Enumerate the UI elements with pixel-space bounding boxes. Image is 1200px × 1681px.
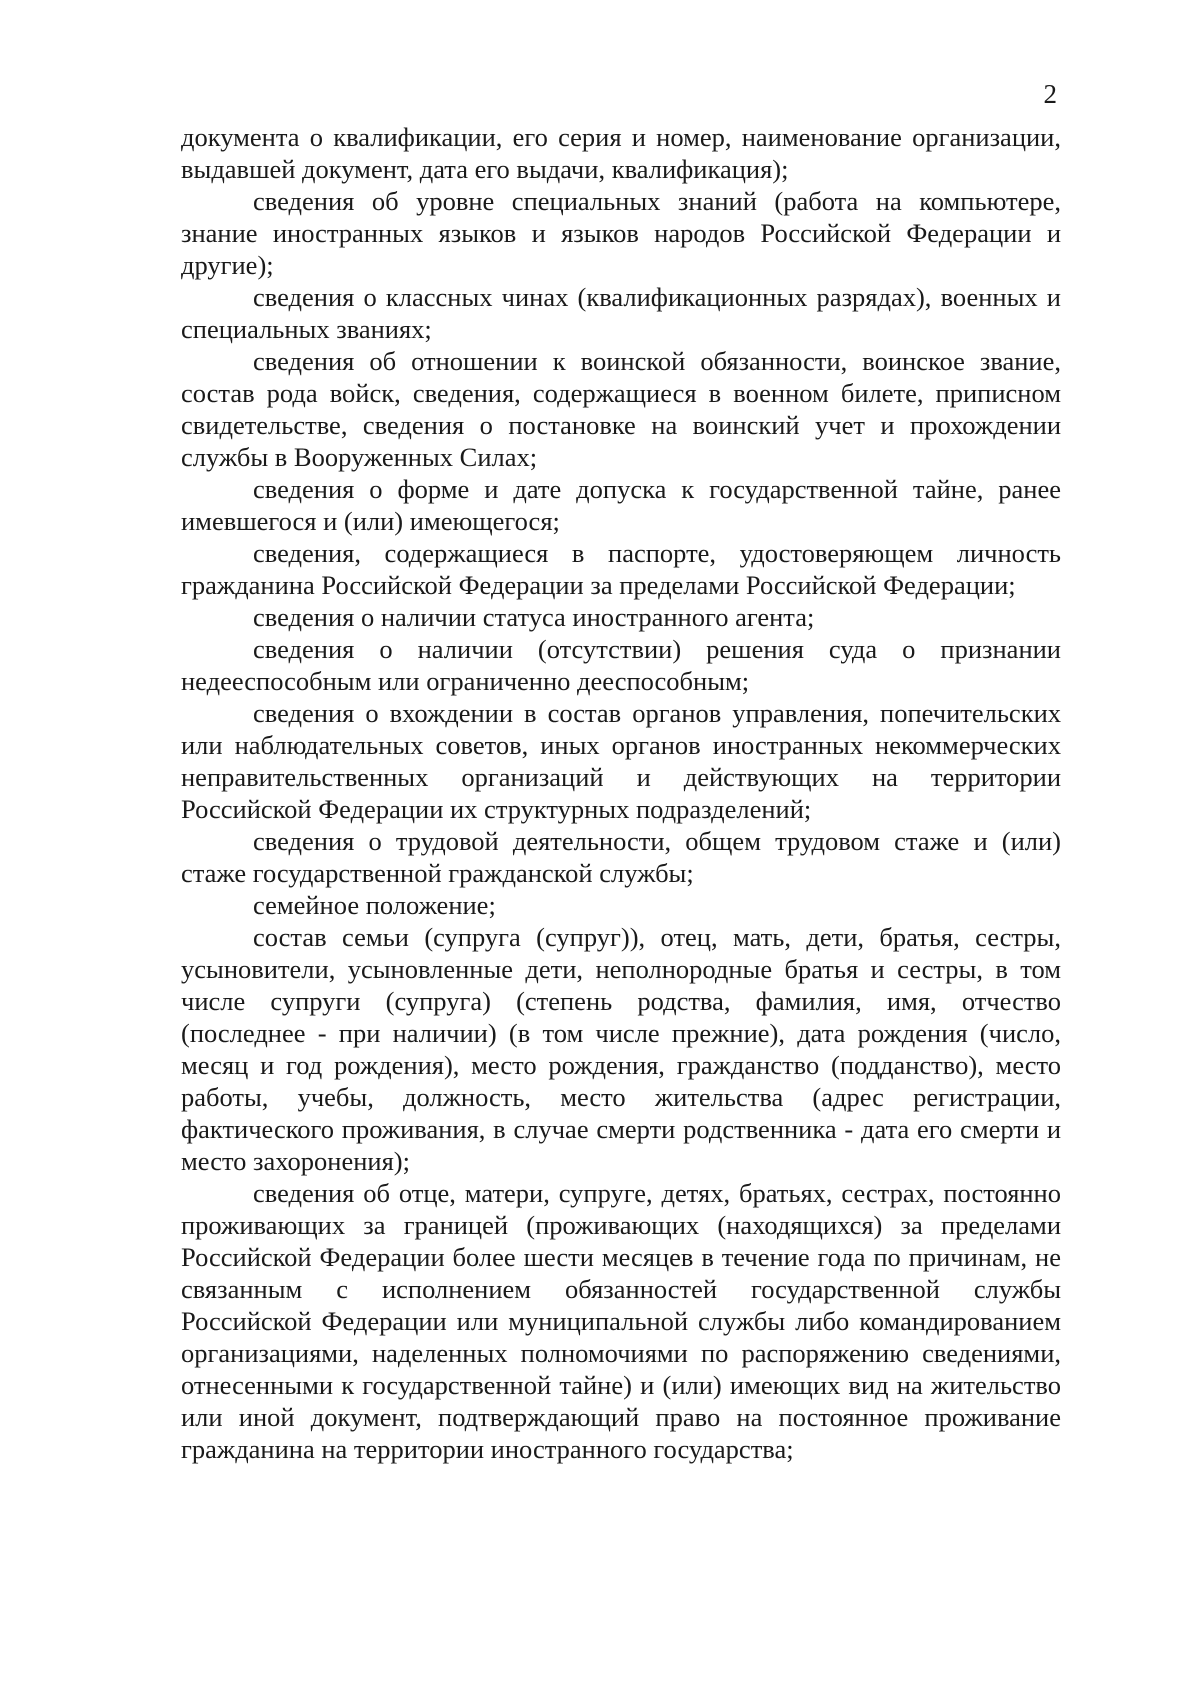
paragraph-military-duty: сведения об отношении к воинской обязанности, воинское звание, состав рода войск, сведения, содержащиеся в военном билете, приписном свидетельстве, сведения о постановке на воинский учет и прохождении службы в Вооруженных Силах;	[181, 346, 1061, 472]
paragraph-relatives-abroad: сведения об отце, матери, супруге, детях, братьях, сестрах, постоянно проживающих за границей (проживающих (находящихся) за пределами Российской Федерации более шести месяцев в течение года по причинам, не связанным с исполнением обязанностей государственной службы Российской Федерации или муниципальной службы либо командированием организациями, наделенных полномочиями по распоряжению сведениями, отнесенными к государственной тайне) и (или) имеющих вид на жительство или иной документ, подтверждающий право на постоянное проживание гражданина на территории иностранного государства;	[181, 1178, 1061, 1464]
paragraph-qualification-document: документа о квалификации, его серия и номер, наименование организации, выдавшей документ, дата его выдачи, квалификация);	[181, 122, 1061, 184]
paragraph-state-secret-access: сведения о форме и дате допуска к государственной тайне, ранее имевшегося и (или) имеющегося;	[181, 474, 1061, 536]
paragraph-foreign-passport: сведения, содержащиеся в паспорте, удостоверяющем личность гражданина Российской Федерации за пределами Российской Федерации;	[181, 538, 1061, 600]
paragraph-foreign-agent-status: сведения о наличии статуса иностранного агента;	[253, 602, 815, 632]
paragraph-foreign-ngo-membership: сведения о вхождении в состав органов управления, попечительских или наблюдательных советов, иных органов иностранных некоммерческих неправительственных организаций и действующих на территории Российской Федерации их структурных подразделений;	[181, 698, 1061, 824]
document-body	[181, 121, 1061, 1465]
page-number: 2	[1043, 79, 1057, 109]
paragraph-special-knowledge: сведения об уровне специальных знаний (работа на компьютере, знание иностранных языков и языков народов Российской Федерации и другие);	[181, 186, 1061, 280]
paragraph-family-composition: состав семьи (супруга (супруг)), отец, мать, дети, братья, сестры, усыновители, усыновленные дети, неполнородные братья и сестры, в том числе супруги (супруга) (степень родства, фамилия, имя, отчество (последнее - при наличии) (в том числе прежние), дата рождения (число, месяц и год рождения), место рождения, гражданство (подданство), место работы, учебы, должность, место жительства (адрес регистрации, фактического проживания, в случае смерти родственника - дата его смерти и место захоронения);	[181, 922, 1061, 1176]
paragraph-class-ranks: сведения о классных чинах (квалификационных разрядах), военных и специальных званиях;	[181, 282, 1061, 344]
paragraph-marital-status: семейное положение;	[253, 890, 496, 920]
paragraph-court-decision: сведения о наличии (отсутствии) решения суда о признании недееспособным или ограниченно дееспособным;	[181, 634, 1061, 696]
paragraph-work-experience: сведения о трудовой деятельности, общем трудовом стаже и (или) стаже государственной гражданской службы;	[181, 826, 1061, 888]
